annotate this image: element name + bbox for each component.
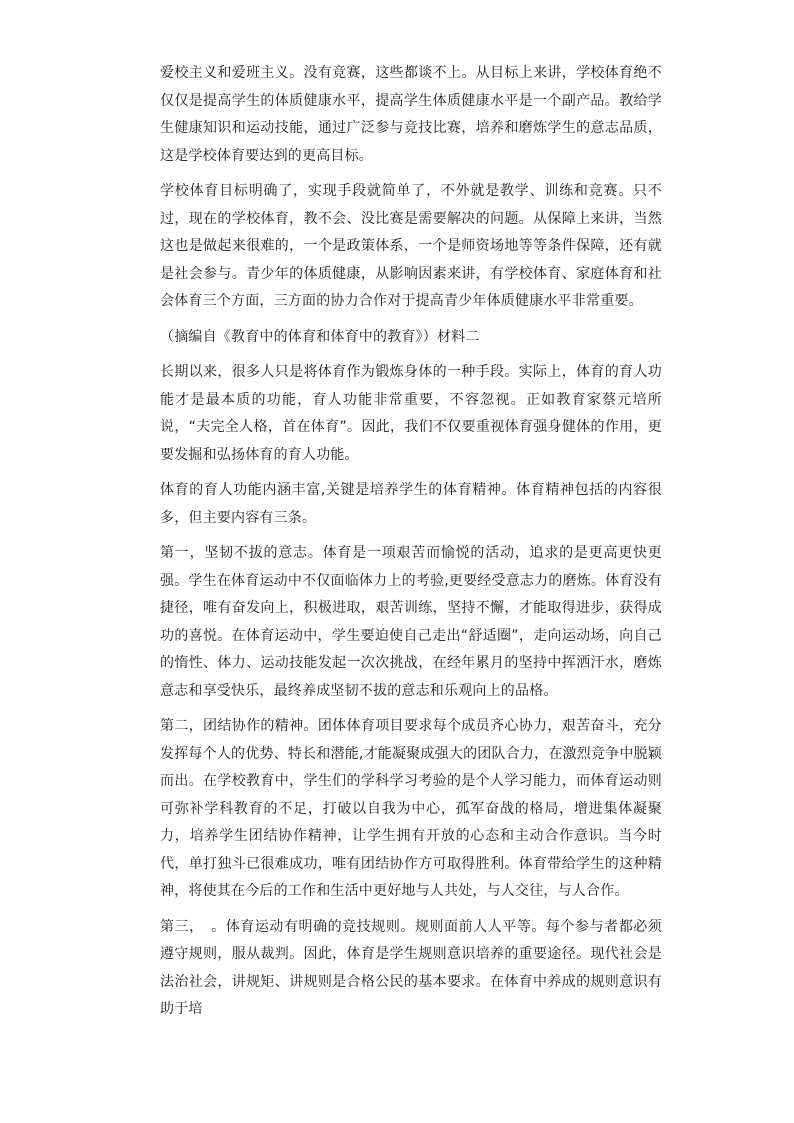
paragraph-1: 爱校主义和爱班主义。没有竞赛，这些都谈不上。从目标上来讲，学校体育绝不仅仅是提高学生的体质健康水平，提高学生体质健康水平是一个副产品。教给学生健康知识和运动技能，通过广泛参与竞技比赛，培养和磨炼学生的意志品质，这是学校体育要达到的更高目标。	[160, 65, 662, 164]
paragraph-7: 第三， 。体育运动有明确的竞技规则。规则面前人人平等。每个参与者都必须遵守规则，服从裁判。因此，体育是学生规则意识培养的重要途径。现代社会是法治社会，讲规矩、讲规则是合格公民的基本要求。在体育中养成的规则意识有助于培	[160, 918, 662, 1017]
document-page	[160, 60, 662, 1032]
paragraph-3: 长期以来，很多人只是将体育作为锻炼身体的一种手段。实际上，体育的育人功能才是最本质的功能，育人功能非常重要，不容忽视。正如教育家蔡元培所说，“夫完全人格，首在体育”。因此，我们不仅要重视体育强身健体的作用，更要发掘和弘扬体育的育人功能。	[160, 364, 662, 463]
paragraph-2: 学校体育目标明确了，实现手段就简单了，不外就是教学、训练和竞赛。只不过，现在的学校体育，教不会、没比赛是需要解决的问题。从保障上来讲，当然这也是做起来很难的，一个是政策体系，一个是师资场地等等条件保障，还有就是社会参与。青少年的体质健康，从影响因素来讲，有学校体育、家庭体育和社会体育三个方面，三方面的协力合作对于提高青少年体质健康水平非常重要。	[160, 183, 662, 309]
paragraph-4: 体育的育人功能内涵丰富,关键是培养学生的体育精神。体育精神包括的内容很多，但主要内容有三条。	[160, 482, 662, 526]
paragraph-6: 第二，团结协作的精神。团体体育项目要求每个成员齐心协力，艰苦奋斗，充分发挥每个人的优势、特长和潜能,才能凝聚成强大的团队合力，在激烈竞争中脱颖而出。在学校教育中，学生们的学科学习考验的是个人学习能力，而体育运动则可弥补学科教育的不足，打破以自我为中心，孤军奋战的格局，增进集体凝聚力，培养学生团结协作精神，让学生拥有开放的心态和主动合作意识。当今时代，单打独斗已很难成功，唯有团结协作方可取得胜利。体育带给学生的这种精神，将使其在今后的工作和生活中更好地与人共处，与人交往，与人合作。	[160, 718, 662, 899]
paragraph-5: 第一，坚韧不拔的意志。体育是一项艰苦而愉悦的活动，追求的是更高更快更强。学生在体育运动中不仅面临体力上的考验,更要经受意志力的磨炼。体育没有捷径，唯有奋发向上，积极进取，艰苦训练，坚持不懈，才能取得进步，获得成功的喜悦。在体育运动中，学生要迫使自己走出“舒适圈”，走向运动场，向自己的惰性、体力、运动技能发起一次次挑战，在经年累月的坚持中挥洒汗水，磨炼意志和享受快乐，最终养成坚韧不拔的意志和乐观向上的品格。	[160, 545, 662, 699]
source-citation: （摘编自《教育中的体育和体育中的教育》）材料二	[160, 328, 480, 345]
